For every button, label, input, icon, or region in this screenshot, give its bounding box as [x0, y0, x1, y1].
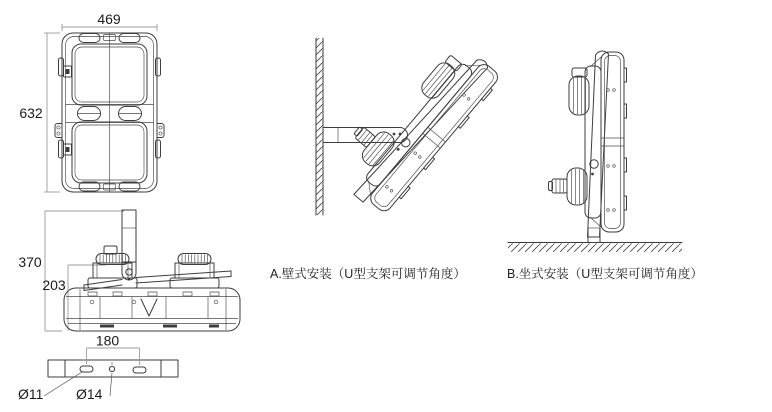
overall-height-dim-label: 370 [18, 254, 42, 270]
upright-floodlight [549, 51, 627, 237]
front-view-dimensions [19, 11, 157, 192]
wall-hatch [316, 38, 323, 215]
mounting-pole [122, 210, 136, 262]
body-height-dim-label: 203 [42, 277, 66, 293]
slot-hole-left [80, 366, 93, 372]
tilted-floodlight [324, 27, 503, 220]
bracket-view [18, 333, 178, 403]
hole-spacing-dim-label: 180 [95, 332, 120, 349]
ground-hatch [508, 244, 682, 253]
front-height-dim-label: 632 [19, 105, 43, 121]
top-view-dimensions [18, 211, 124, 331]
top-view [64, 210, 240, 331]
slot-diameter-dim-label: Ø11 [18, 386, 44, 402]
wall-mount-view [316, 27, 503, 220]
floor-mount-view [508, 51, 682, 252]
slot-hole-right [133, 367, 146, 373]
front-view [55, 33, 164, 192]
wall-mount-caption: A.壁式安装（U型支架可调节角度） [270, 267, 466, 281]
front-width-dim-label: 469 [97, 11, 121, 27]
center-hole-diameter-dim-label: Ø14 [76, 386, 103, 402]
floor-mount-caption: B.坐式安装（U型支架可调节角度） [507, 267, 703, 281]
center-hole [109, 366, 114, 371]
